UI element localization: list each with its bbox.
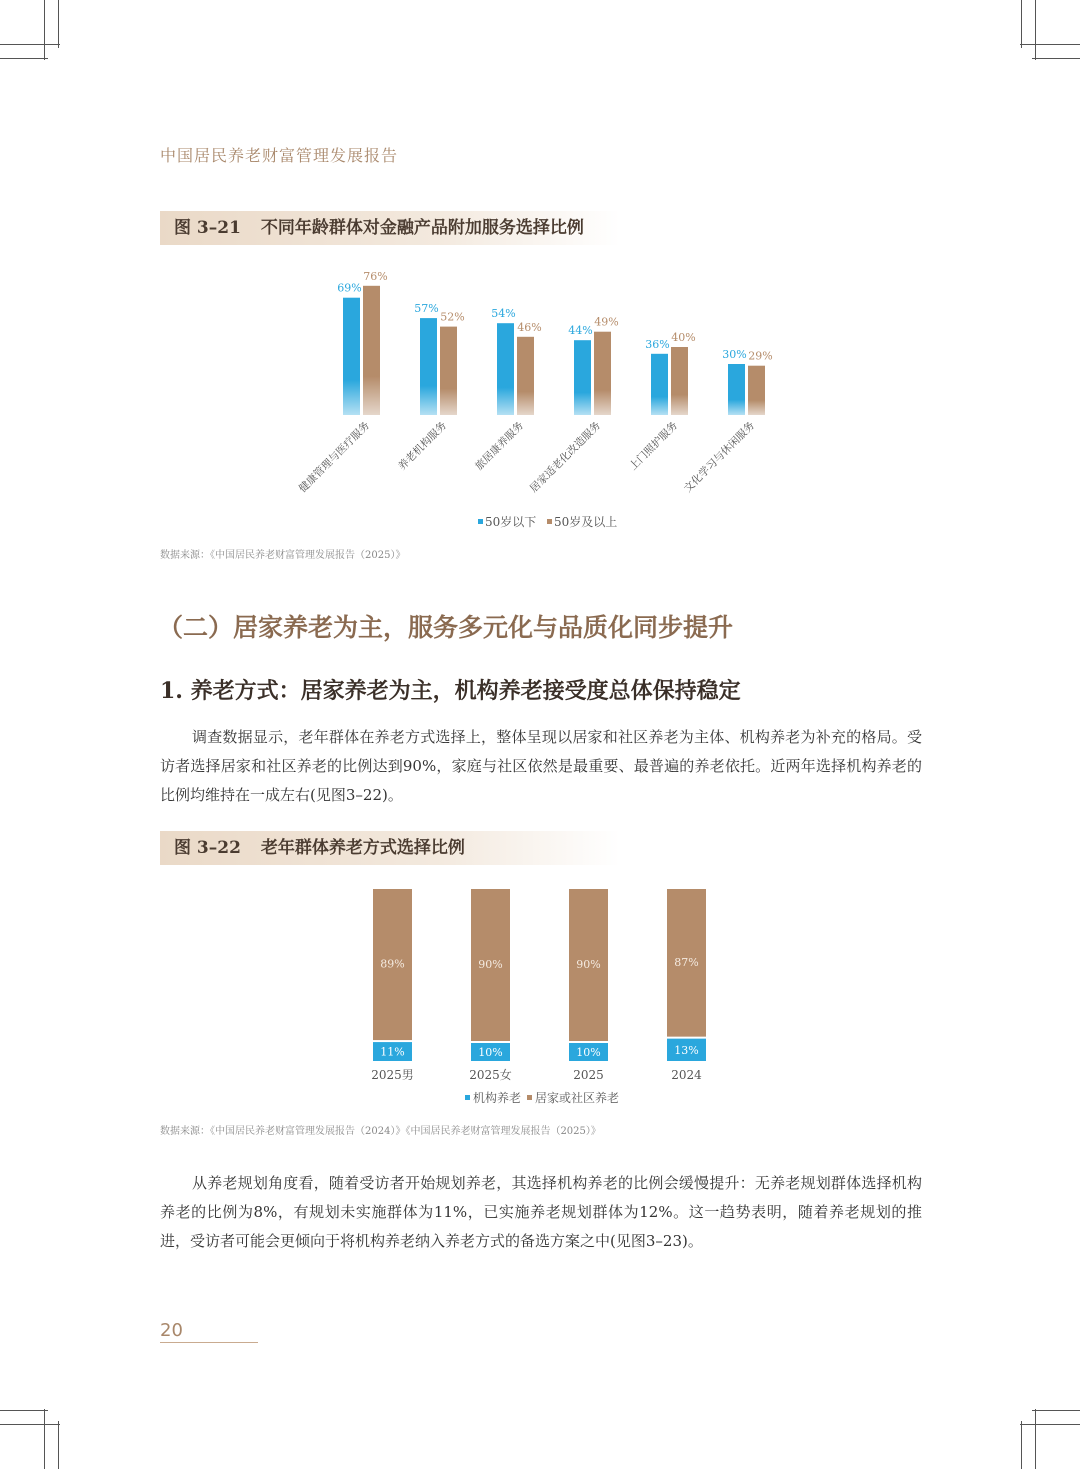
grouped-bar-chart [270, 260, 810, 535]
data-label: 11% [380, 1045, 405, 1059]
chart-bar [517, 337, 534, 415]
crop-mark [1035, 0, 1036, 60]
crop-mark [58, 0, 59, 48]
crop-mark [0, 58, 48, 59]
category-label: 居家适老化改造服务 [527, 419, 604, 495]
data-label: 54% [491, 307, 516, 321]
chart-bar [363, 286, 380, 415]
page-number: 20 [160, 1320, 183, 1341]
crop-mark [1035, 1409, 1036, 1469]
data-label: 30% [722, 348, 747, 361]
chart-bar [420, 318, 437, 415]
crop-mark [0, 1410, 48, 1411]
stacked-bar-chart [340, 880, 740, 1110]
legend-swatch [465, 1095, 470, 1100]
legend-label: 50岁及以上 [554, 515, 618, 529]
legend-label: 机构养老 [473, 1091, 522, 1105]
data-label: 29% [748, 349, 773, 363]
category-label: 2025女 [469, 1068, 512, 1082]
body-paragraph: 从养老规划角度看，随着受访者开始规划养老，其选择机构养老的比例会缓慢提升：无养老规划群体选择机构养老的比例为8%，有规划未实施群体为11%，已实施养老规划群体为12%。这一趋势表明，随着养老规划的推进，受访者可能会更倾向于将机构养老纳入养老方式的备选方案之中(见图3–23)。 [160, 1174, 922, 1250]
data-label: 89% [380, 957, 405, 971]
data-label: 76% [363, 269, 388, 283]
crop-mark [0, 1424, 60, 1425]
body-paragraph: 调查数据显示，老年群体在养老方式选择上，整体呈现以居家和社区养老为主体、机构养老为补充的格局。受访者选择居家和社区养老的比例达到90%，家庭与社区依然是最重要、最普遍的养老依托。近两年选择机构养老的比例均维持在一成左右(见图3–22)。 [160, 728, 922, 804]
data-label: 44% [568, 324, 593, 338]
subsection-heading: 1. 养老方式：居家养老为主，机构养老接受度总体保持稳定 [160, 678, 741, 704]
page-number-rule [160, 1342, 258, 1343]
data-label: 52% [440, 310, 465, 324]
category-label: 2024 [671, 1068, 702, 1082]
crop-mark [44, 0, 45, 60]
category-label: 上门照护服务 [627, 419, 681, 473]
chart-bar [574, 340, 591, 415]
crop-mark [0, 44, 60, 45]
data-label: 10% [478, 1046, 503, 1059]
legend-swatch [527, 1095, 532, 1100]
crop-mark [1020, 44, 1080, 45]
figure-source: 数据来源：《中国居民养老财富管理发展报告（2024）》《中国居民养老财富管理发展报告（2025）》 [160, 1126, 601, 1137]
figure-title-bar [160, 211, 620, 245]
data-label: 10% [576, 1046, 601, 1059]
figure-title: 老年群体养老方式选择比例 [260, 838, 465, 858]
chart-bar [651, 354, 668, 415]
crop-mark [1032, 58, 1080, 59]
running-header: 中国居民养老财富管理发展报告 [160, 146, 399, 165]
chart-bar [440, 327, 457, 415]
crop-mark [1020, 1424, 1080, 1425]
category-label: 2025男 [371, 1068, 414, 1082]
chart-bar [728, 364, 745, 415]
crop-mark [44, 1409, 45, 1469]
section-heading: （二）居家养老为主，服务多元化与品质化同步提升 [158, 613, 734, 642]
legend-label: 50岁以下 [485, 515, 537, 529]
data-label: 46% [517, 320, 542, 334]
crop-mark [1032, 1410, 1080, 1411]
category-label: 健康管理与医疗服务 [296, 419, 373, 495]
data-label: 69% [337, 281, 362, 295]
figure-number: 图 3–22 [174, 838, 241, 858]
crop-mark [1021, 0, 1022, 48]
chart-bar [343, 298, 360, 415]
legend-swatch [547, 519, 552, 524]
data-label: 57% [414, 302, 439, 316]
category-label: 养老机构服务 [396, 419, 450, 473]
chart-bar [748, 366, 765, 415]
data-label: 13% [674, 1043, 699, 1057]
data-label: 49% [594, 315, 619, 329]
category-label: 文化学习与休闲服务 [681, 419, 758, 495]
chart-bar [594, 332, 611, 415]
data-label: 40% [671, 331, 696, 344]
legend-label: 居家或社区养老 [535, 1091, 620, 1105]
data-label: 87% [674, 955, 699, 969]
figure-title-bar [160, 831, 620, 865]
legend-swatch [478, 519, 483, 524]
figure-number: 图 3–21 [174, 218, 241, 238]
chart-bar [497, 323, 514, 415]
figure-source: 数据来源：《中国居民养老财富管理发展报告（2025）》 [160, 550, 406, 561]
category-label: 旅居康养服务 [473, 419, 527, 473]
data-label: 90% [576, 958, 601, 972]
data-label: 90% [478, 958, 503, 972]
figure-title: 不同年龄群体对金融产品附加服务选择比例 [260, 218, 584, 238]
crop-mark [1021, 1421, 1022, 1469]
crop-mark [58, 1421, 59, 1469]
chart-bar [671, 347, 688, 415]
data-label: 36% [645, 337, 670, 351]
category-label: 2025 [573, 1068, 604, 1082]
